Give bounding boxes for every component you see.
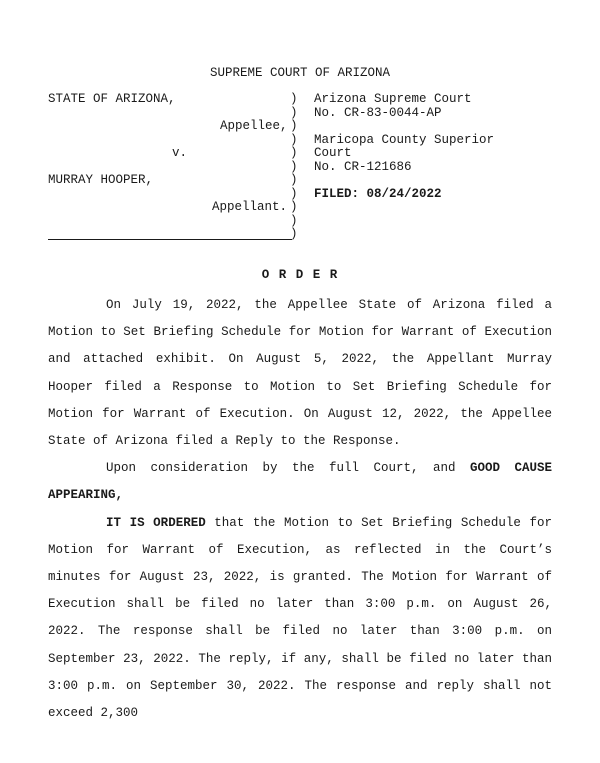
it-is-ordered-phrase: IT IS ORDERED [106,515,206,530]
good-cause-phrase: GOOD CAUSE APPEARING, [48,461,552,503]
order-body [48,292,552,727]
paren: ) [290,132,298,147]
filed-date: FILED: 08/24/2022 [314,186,442,201]
paren: ) [290,213,298,228]
defendant-name: MURRAY HOOPER, [48,173,154,187]
paragraph-1: On July 19, 2022, the Appellee State of Arizona filed a Motion to Set Briefing Schedule for Motion for Warrant of Execution and attached exhibit. On August 5, 2022, the Appellant Murray Hooper filed a Response to Motion to Set Briefing Schedule for Motion for Warrant of Execution. On August 12, 2022, the Appellee State of Arizona filed a Reply to the Response. [48,298,552,449]
paren: ) [290,186,298,201]
defendant-role: Appellant. [212,200,288,214]
case-caption [48,93,568,253]
paren: ) [290,146,298,160]
paren: ) [290,200,298,214]
case-info-spacer [314,120,494,134]
paragraph-2 [48,455,552,509]
case-info-spacer [314,174,494,188]
paragraph-2-text: Upon consideration by the full Court, and [106,461,456,476]
paren: ) [290,119,298,133]
superior-court-number: No. CR-121686 [314,159,412,174]
paragraph-3-text: that the Motion to Set Briefing Schedule for Motion for Warrant of Execution, as reflected in the Court’s minutes for August 23, 2022, is granted. The Motion for Warrant of Execution shall be filed no later than 3:00 p.m. on August 26, 2022. The response shall be filed no later than 3:00 p.m. on September 23, 2022. The reply, if any, shall be filed no later than 3:00 p.m. on September 30, 2022. The response and reply shall not exceed 2,300 [48,515,552,721]
superior-court-label: Maricopa County Superior [314,132,495,147]
paren: ) [290,92,298,106]
paren: ) [290,105,298,120]
paren: ) [290,159,298,174]
caption-paren-column [290,93,298,242]
supreme-court-number: No. CR-83-0044-AP [314,105,442,120]
supreme-court-label: Arizona Supreme Court [314,92,472,106]
paragraph-3 [48,510,552,728]
court-title: SUPREME COURT OF ARIZONA [209,66,391,80]
paren: ) [290,227,298,241]
order-title: O R D E R [261,268,339,282]
plaintiff-role: Appellee, [220,119,288,133]
plaintiff-name: STATE OF ARIZONA, [48,92,176,106]
superior-court-label-cont: Court [314,146,352,160]
paren: ) [290,173,298,187]
caption-underline [48,239,292,240]
case-info [314,93,494,201]
versus-label: v. [172,146,188,160]
